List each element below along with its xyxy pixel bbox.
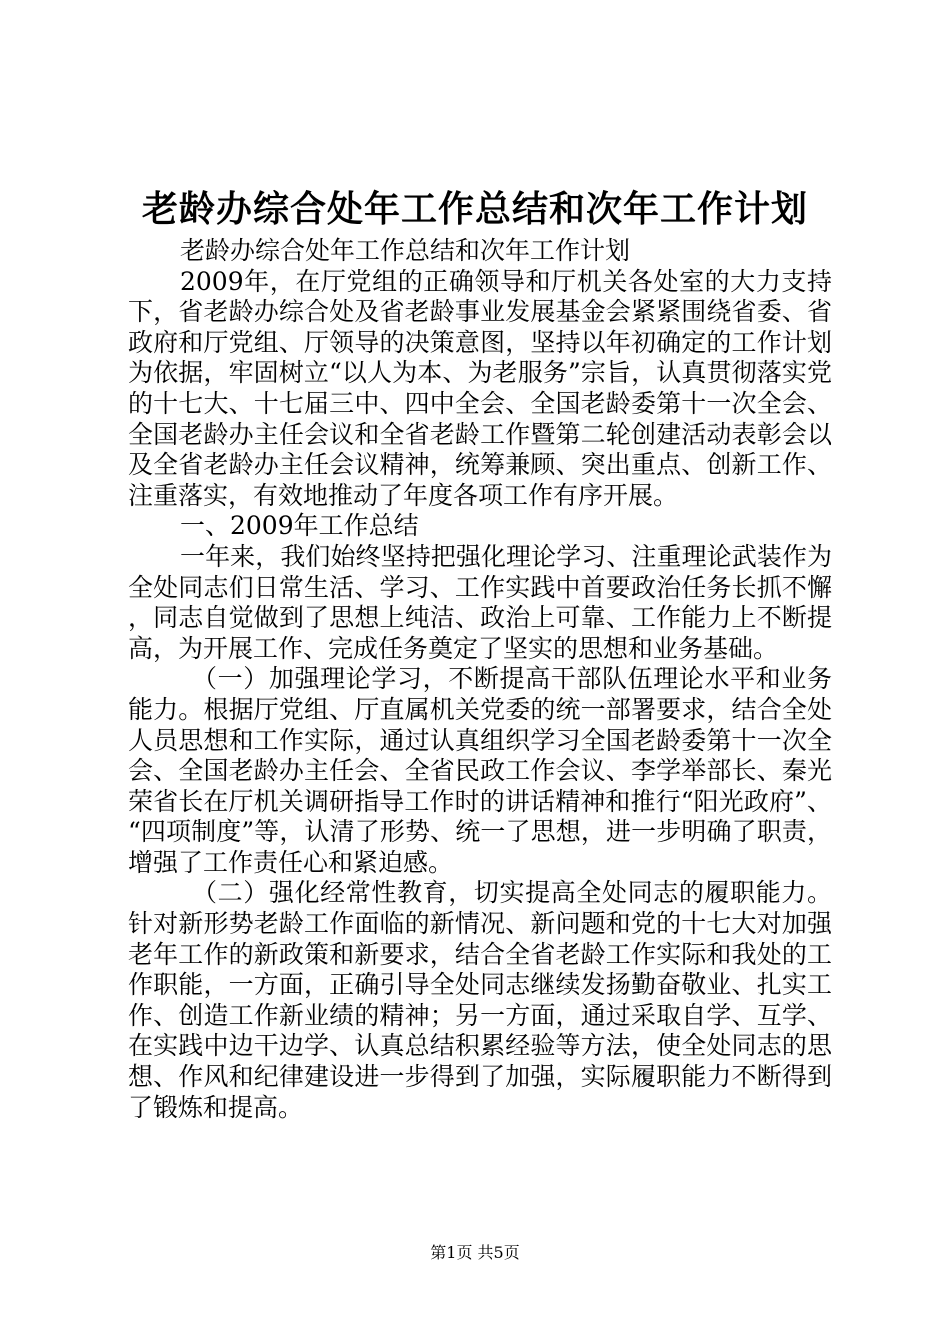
page-number-footer: 第1页 共5页 <box>430 1243 520 1262</box>
body-paragraph-subtitle: 老龄办综合处年工作总结和次年工作计划 <box>180 236 631 265</box>
body-paragraph-item-2: （二）强化经常性教育，切实提高全处同志的履职能力。针对新形势老龄工作面临的新情况、新问题和党的十七大对加强老年工作的新政策和新要求，结合全省老龄工作实际和我处的工作职能，一方面，正确引导全处同志继续发扬勤奋敬业、扎实工作、创造工作新业绩的精神；另一方面，通过采取自学、互学、在实践中边干边学、认真总结积累经验等方法，使全处同志的思想、作风和纪律建设进一步得到了加强，实际履职能力不断得到了锻炼和提高。 <box>128 878 832 1122</box>
body-paragraph-intro: 2009年，在厅党组的正确领导和厅机关各处室的大力支持下，省老龄办综合处及省老龄事业发展基金会紧紧围绕省委、省政府和厅党组、厅领导的决策意图，坚持以年初确定的工作计划为依据，牢固树立“以人为本、为老服务”宗旨，认真贯彻落实党的十七大、十七届三中、四中全会、全国老龄委第十一次全会、全国老龄办主任会议和全省老龄工作暨第二轮创建活动表彰会以及全省老龄办主任会议精神，统筹兼顾、突出重点、创新工作、注重落实，有效地推动了年度各项工作有序开展。 <box>128 266 832 510</box>
body-paragraph-item-1: （一）加强理论学习，不断提高干部队伍理论水平和业务能力。根据厅党组、厅直属机关党委的统一部署要求，结合全处人员思想和工作实际，通过认真组织学习全国老龄委第十一次全会、全国老龄办主任会、全省民政工作会议、李学举部长、秦光荣省长在厅机关调研指导工作时的讲话精神和推行“阳光政府”、“四项制度”等，认清了形势、统一了思想，进一步明确了职责，增强了工作责任心和紧迫感。 <box>128 664 832 877</box>
document-title: 老龄办综合处年工作总结和次年工作计划 <box>141 189 808 230</box>
document-body <box>128 236 832 1123</box>
body-paragraph-overview: 一年来，我们始终坚持把强化理论学习、注重理论武装作为全处同志们日常生活、学习、工作实践中首要政治任务长抓不懈，同志自觉做到了思想上纯洁、政治上可靠、工作能力上不断提高，为开展工作、完成任务奠定了坚实的思想和业务基础。 <box>128 541 832 663</box>
section-heading-summary: 一、2009年工作总结 <box>180 511 419 541</box>
